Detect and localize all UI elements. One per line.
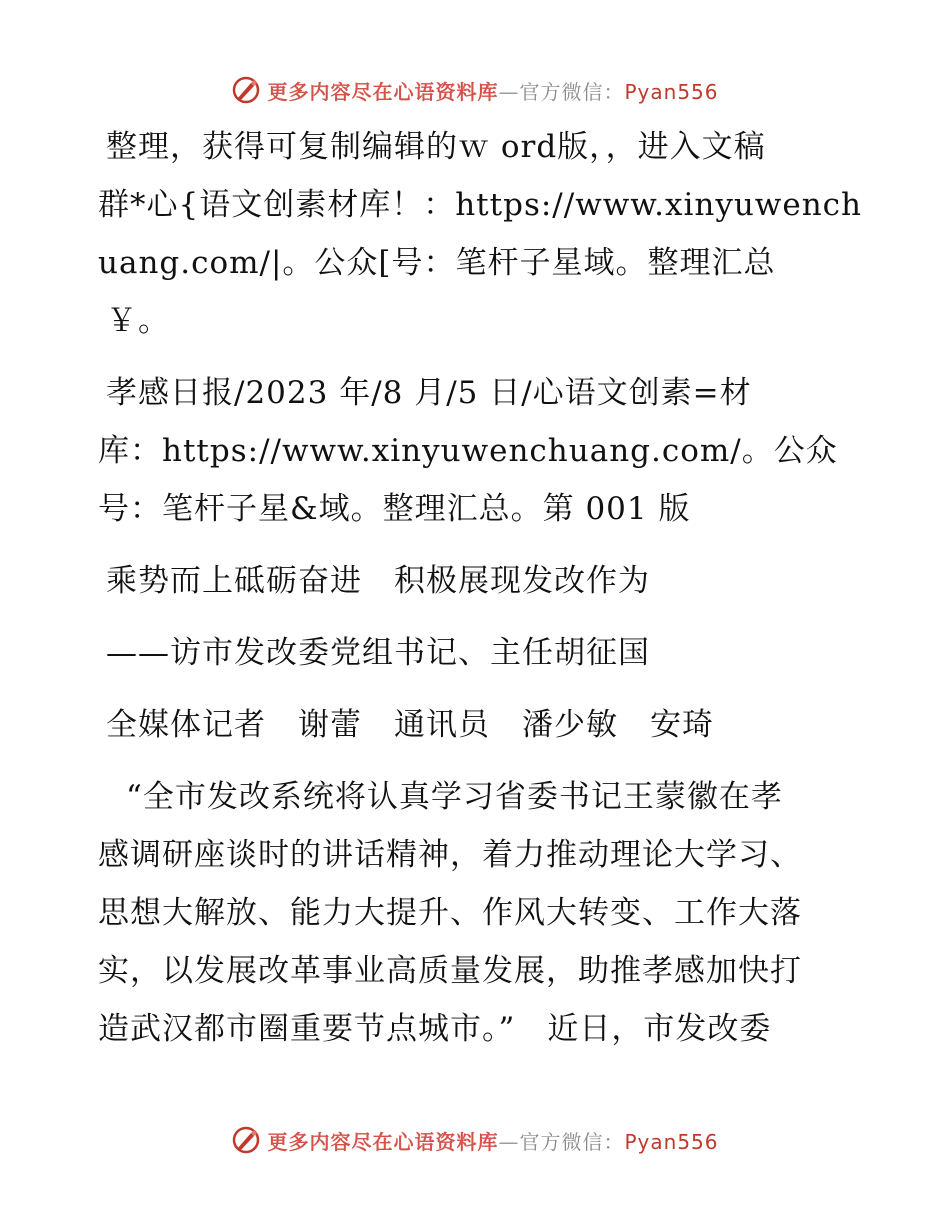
banner-separator: — [498,1129,520,1154]
footer-banner [0,1120,950,1160]
article-subtitle: ——访市发改委党组书记、主任胡征国 [106,635,650,671]
banner-label: 官方微信： [519,1129,625,1154]
document-body [98,118,862,1058]
body-line: 感调研座谈时的讲话精神，着力推动理论大学习、 [98,837,802,873]
article-byline: 全媒体记者 谢蕾 通讯员 潘少敏 安琦 [106,707,714,743]
banner-wechat-id: Pyan556 [624,1129,719,1154]
intro-line: 整理，获得可复制编辑的ｗ ord版，，进入文稿 [106,129,766,165]
banner-separator: — [498,79,520,104]
banner-text [267,76,718,105]
banner-prefix: 更多内容尽在心语资料库 [267,1129,499,1154]
article-title: 乘势而上砥砺奋进 积极展现发改作为 [106,563,650,599]
intro-line: 群*心{语文创素材库！：https://www.xinyuwench [98,187,862,223]
intro-line: ￥。 [106,303,170,339]
banner-prefix: 更多内容尽在心语资料库 [267,79,499,104]
banner-text [267,1126,718,1155]
body-line: 思想大解放、能力大提升、作风大转变、工作大落 [98,895,802,931]
intro-line: uang.com/|。公众[号：笔杆子星域。整理汇总 [98,245,776,281]
pen-in-circle-icon [231,1125,261,1155]
pen-in-circle-icon [231,75,261,105]
body-line: 实，以发展改革事业高质量发展，助推孝感加快打 [98,953,802,989]
body-line: “全市发改系统将认真学习省委书记王蒙徽在孝 [126,779,783,815]
source-line: 库：https://www.xinyuwenchuang.com/。公众 [98,433,838,469]
banner-label: 官方微信： [519,79,625,104]
source-line: 号：笔杆子星&域。整理汇总。第 001 版 [98,491,691,527]
body-line: 造武汉都市圈重要节点城市。” 近日，市发改委 [98,1011,772,1047]
source-line: 孝感日报/2023 年/8 月/5 日/心语文创素=材 [106,375,752,411]
banner-wechat-id: Pyan556 [624,79,719,104]
header-banner [0,70,950,110]
